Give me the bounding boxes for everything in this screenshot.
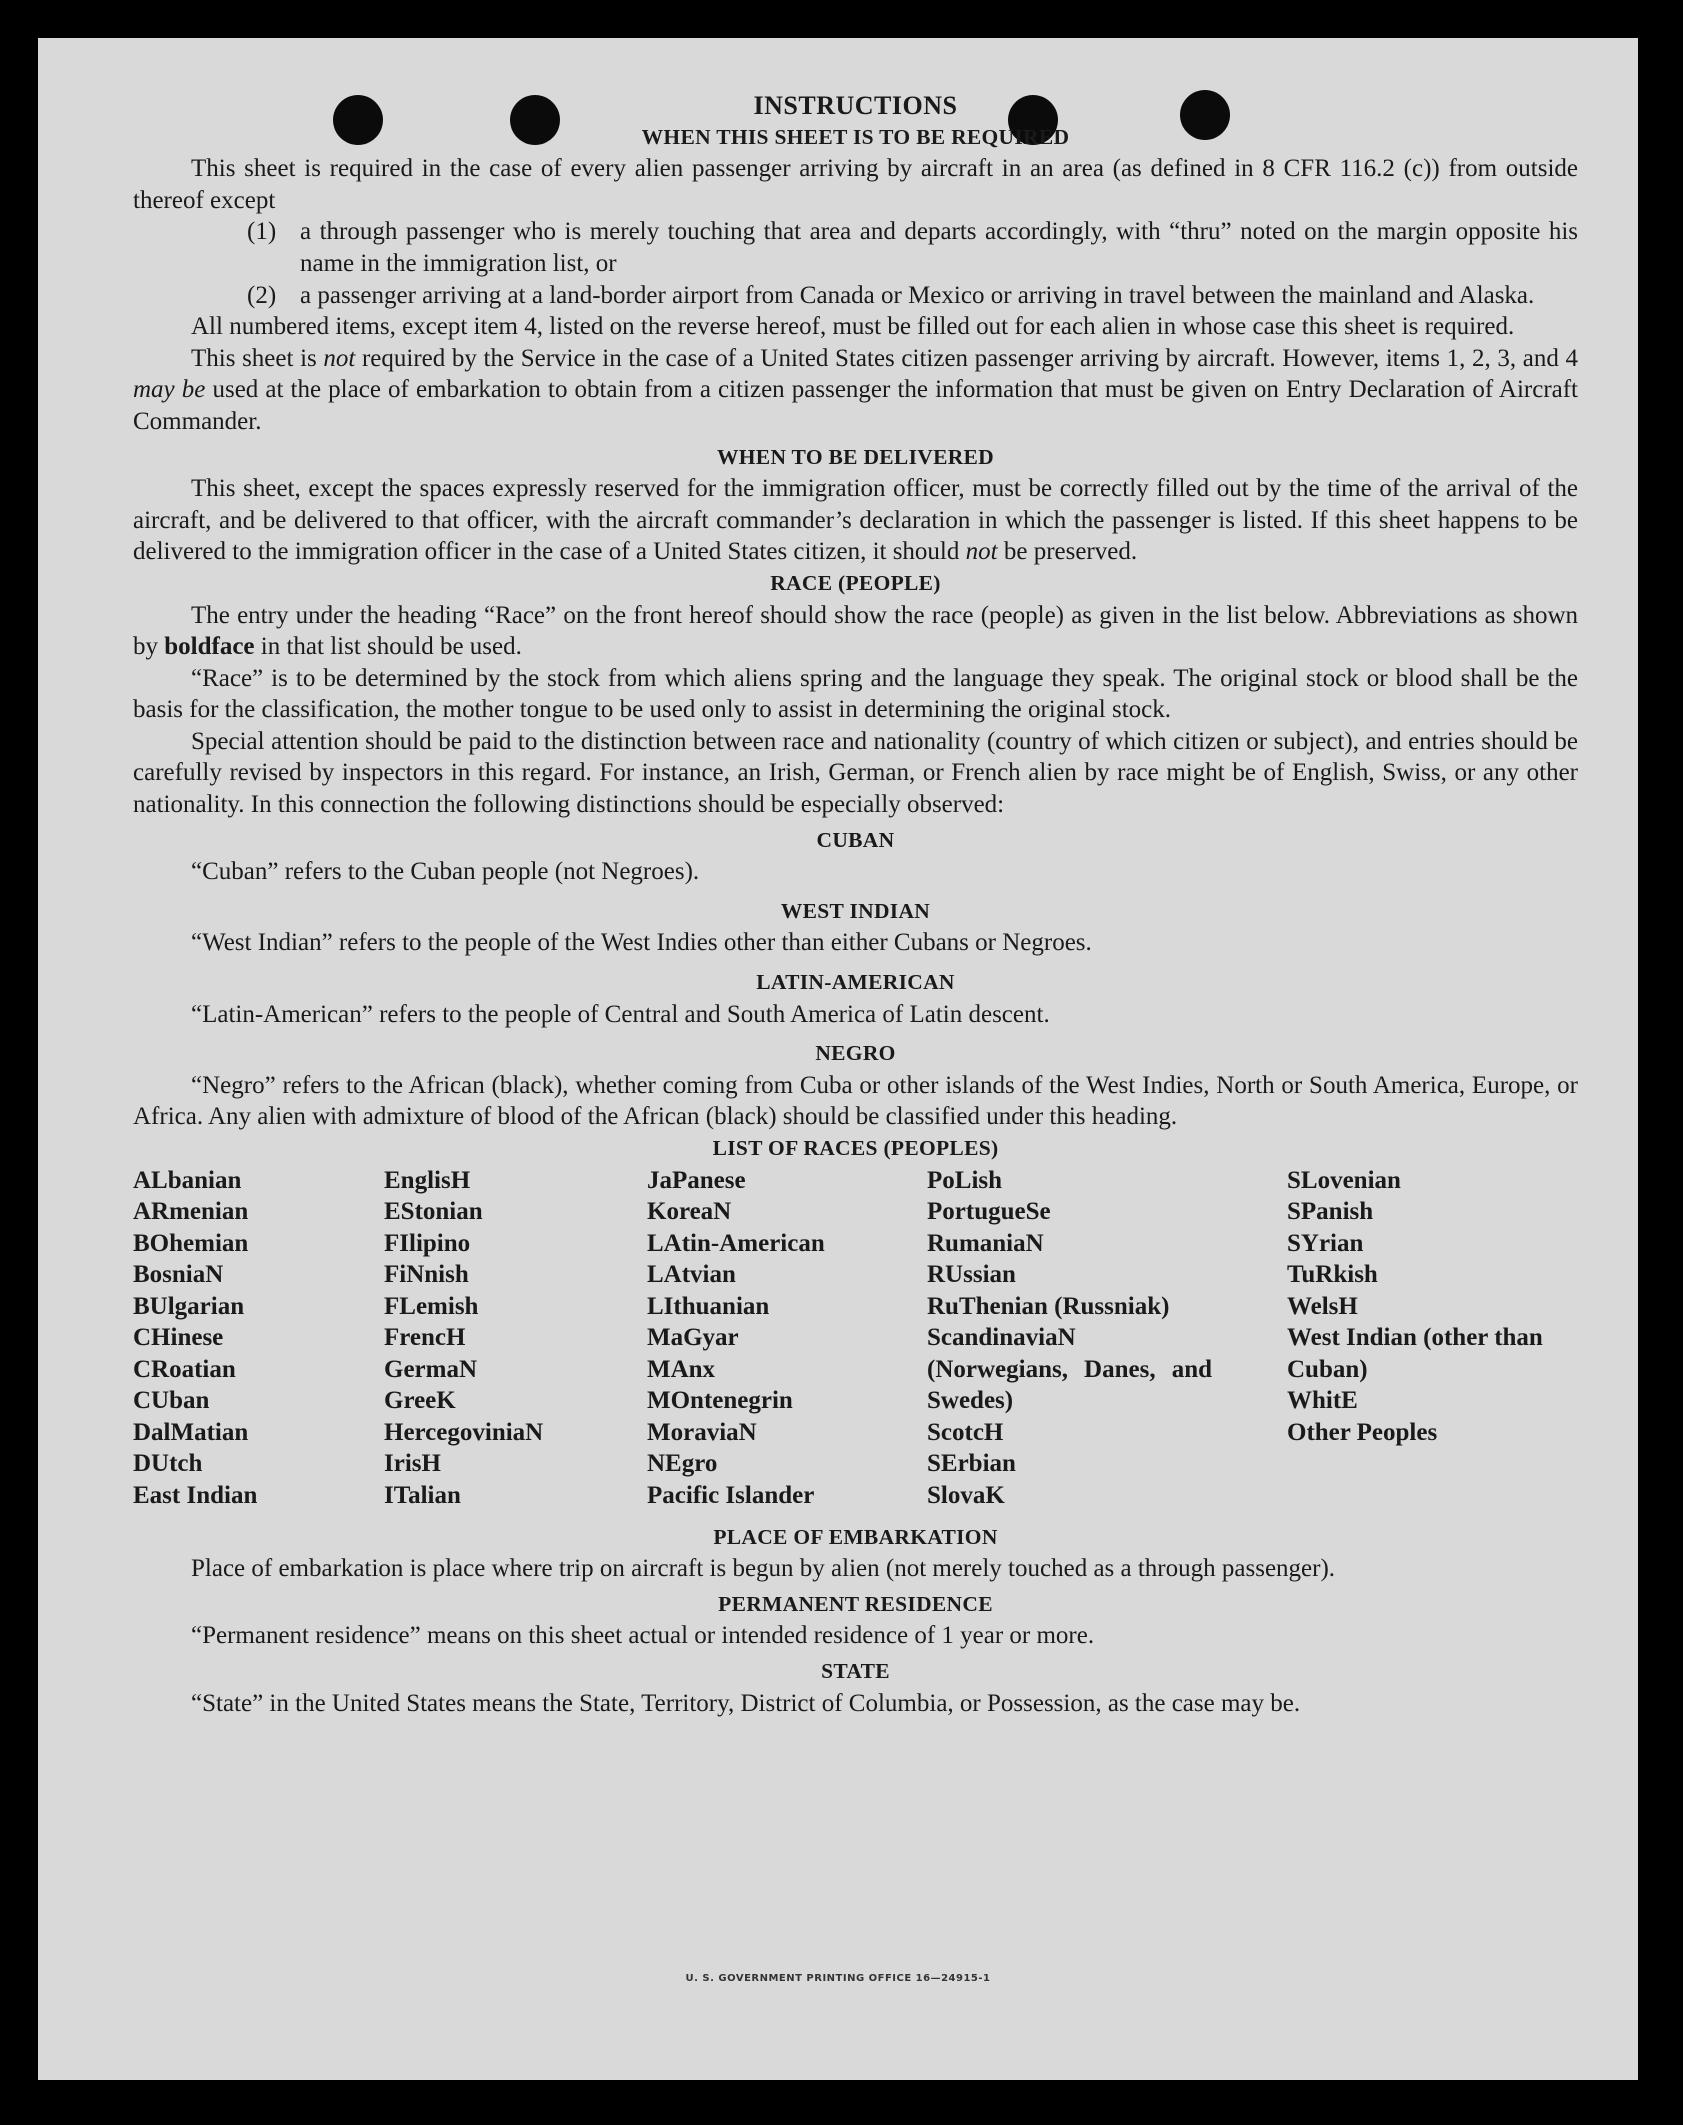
race-item: RumaniaN xyxy=(927,1229,1044,1257)
race-item: SYrian xyxy=(1287,1229,1364,1257)
printer-imprint: U. S. GOVERNMENT PRINTING OFFICE 16—24915-1 xyxy=(685,1973,991,1984)
race-item: Other Peoples xyxy=(1287,1418,1438,1446)
races-column xyxy=(927,1165,1212,1512)
paragraph: This sheet is required in the case of every alien passenger arriving by aircraft in an area (as defined in 8 CFR 116.2 (c)) from outside thereof except xyxy=(133,155,1578,214)
race-item: West Indian (other than Cuban) xyxy=(1287,1324,1543,1383)
races-list xyxy=(133,1165,1578,1522)
section-heading: STATE xyxy=(821,1658,890,1683)
race-item: GermaN xyxy=(384,1355,478,1383)
race-item: HercegoviniaN xyxy=(384,1418,544,1446)
race-item: WhitE xyxy=(1287,1387,1358,1415)
section-heading: PLACE OF EMBARKATION xyxy=(713,1524,998,1549)
paragraph: The entry under the heading “Race” on the front hereof should show the race (people) as given in the list below. Abbreviations as shown by boldface in that list should be used. xyxy=(133,601,1578,661)
race-item: FLemish xyxy=(384,1292,479,1320)
race-item: SLovenian xyxy=(1287,1166,1401,1194)
race-item: SlovaK xyxy=(927,1481,1005,1509)
race-item: MaGyar xyxy=(647,1324,739,1352)
document-sheet xyxy=(38,38,1638,2080)
race-item: FiNnish xyxy=(384,1261,469,1289)
section-heading: WHEN TO BE DELIVERED xyxy=(716,444,995,469)
document-body xyxy=(133,90,1578,1719)
races-column xyxy=(133,1165,353,1512)
race-item: ScandinaviaN (Norwegians, Danes, and Swedes) xyxy=(927,1324,1212,1415)
race-item: JaPanese xyxy=(647,1166,746,1194)
paragraph: “Cuban” refers to the Cuban people (not Negroes). xyxy=(191,858,700,886)
race-item: GreeK xyxy=(384,1387,456,1415)
races-column xyxy=(1287,1165,1547,1449)
race-item: TuRkish xyxy=(1287,1261,1378,1289)
race-item: CUban xyxy=(133,1387,210,1415)
race-item: PoLish xyxy=(927,1166,1003,1194)
race-item: ITalian xyxy=(384,1481,461,1509)
race-item: East Indian xyxy=(133,1481,258,1509)
race-item: MoraviaN xyxy=(647,1418,757,1446)
paragraph: “Negro” refers to the African (black), whether coming from Cuba or other islands of the West Indies, North or South America, Europe, or Africa. Any alien with admixture of blood of the African (black) should be classified under this heading. xyxy=(133,1071,1578,1131)
race-item: DUtch xyxy=(133,1450,203,1478)
paragraph: “Race” is to be determined by the stock from which aliens spring and the language they speak. The original stock or blood shall be the basis for the classification, the mother tongue to be used only to assist in determining the original stock. xyxy=(133,664,1578,724)
race-item: CRoatian xyxy=(133,1355,236,1383)
paragraph: “West Indian” refers to the people of the West Indies other than either Cubans or Negroes. xyxy=(191,929,1092,957)
race-item: CHinese xyxy=(133,1324,224,1352)
section-heading: WEST INDIAN xyxy=(780,898,931,923)
paragraph: Place of embarkation is place where trip on aircraft is begun by alien (not merely touched as a through passenger). xyxy=(191,1555,1336,1583)
section-heading: WHEN THIS SHEET IS TO BE REQUIRED xyxy=(641,124,1070,149)
item-number: (1) xyxy=(247,218,277,246)
race-item: SErbian xyxy=(927,1450,1016,1478)
race-item: IrisH xyxy=(384,1450,441,1478)
race-item: LAtin-American xyxy=(647,1229,825,1257)
paragraph: Special attention should be paid to the distinction between race and nationality (country of which citizen or subject), and entries should be carefully revised by inspectors in this regard. For instance, an Irish, German, or French alien by race might be of English, Swiss, or any other nationality. In this connection the following distinctions should be especially observed: xyxy=(133,727,1578,819)
race-item: RUssian xyxy=(927,1261,1016,1289)
race-item: NEgro xyxy=(647,1450,718,1478)
section-heading: LATIN-AMERICAN xyxy=(756,970,955,995)
section-heading: LIST OF RACES (PEOPLES) xyxy=(712,1136,999,1160)
section-heading: NEGRO xyxy=(815,1041,896,1066)
race-item: MAnx xyxy=(647,1355,716,1383)
race-item: WelsH xyxy=(1287,1292,1358,1320)
numbered-item xyxy=(247,280,1578,312)
race-item: ALbanian xyxy=(133,1166,242,1194)
race-item: MOntenegrin xyxy=(647,1387,793,1415)
races-column xyxy=(647,1165,897,1512)
numbered-item xyxy=(247,216,1578,279)
race-item: ScotcH xyxy=(927,1418,1004,1446)
race-item: BosniaN xyxy=(133,1261,224,1289)
race-item: LIthuanian xyxy=(647,1292,770,1320)
paragraph: “Latin-American” refers to the people of Central and South America of Latin descent. xyxy=(191,1000,1050,1028)
section-heading: CUBAN xyxy=(816,827,895,852)
race-item: EnglisH xyxy=(384,1166,471,1194)
race-item: DalMatian xyxy=(133,1418,249,1446)
race-item: KoreaN xyxy=(647,1198,732,1226)
races-column xyxy=(384,1165,614,1512)
race-item: BUlgarian xyxy=(133,1292,245,1320)
paragraph: “Permanent residence” means on this sheet actual or intended residence of 1 year or more. xyxy=(191,1622,1095,1650)
race-item: FIlipino xyxy=(384,1229,471,1257)
page-title: INSTRUCTIONS xyxy=(753,91,958,120)
section-heading: PERMANENT RESIDENCE xyxy=(718,1591,993,1616)
race-item: EStonian xyxy=(384,1198,483,1226)
race-item: PortugueSe xyxy=(927,1198,1051,1226)
race-item: RuThenian (Russniak) xyxy=(927,1292,1170,1320)
paragraph: “State” in the United States means the State, Territory, District of Columbia, or Possession, as the case may be. xyxy=(191,1689,1301,1717)
section-heading: RACE (PEOPLE) xyxy=(770,570,941,595)
paragraph: This sheet, except the spaces expressly reserved for the immigration officer, must be correctly filled out by the time of the arrival of the aircraft, and be delivered to that officer, with the aircraft commander’s declaration in which the passenger is listed. If this sheet happens to be delivered to the immigration officer in the case of a United States citizen, it should not be preserved. xyxy=(133,475,1578,566)
race-item: LAtvian xyxy=(647,1261,736,1289)
item-number: (2) xyxy=(247,281,277,309)
race-item: Pacific Islander xyxy=(647,1481,815,1509)
item-text: a through passenger who is merely touching that area and departs accordingly, with “thru” noted on the margin opposite his name in the immigration list, or xyxy=(300,218,1578,277)
race-item: ARmenian xyxy=(133,1198,249,1226)
race-item: SPanish xyxy=(1287,1198,1374,1226)
race-item: BOhemian xyxy=(133,1229,249,1257)
item-text: a passenger arriving at a land-border airport from Canada or Mexico or arriving in travel between the mainland and Alaska. xyxy=(300,281,1535,309)
race-item: FrencH xyxy=(384,1324,466,1352)
paragraph: All numbered items, except item 4, listed on the reverse hereof, must be filled out for each alien in whose case this sheet is required. xyxy=(191,313,1515,341)
paragraph: This sheet is not required by the Service in the case of a United States citizen passenger arriving by aircraft. However, items 1, 2, 3, and 4 may be used at the place of embarkation to obtain from a citizen passenger the information that must be given on Entry Declaration of Aircraft Commander. xyxy=(133,344,1579,435)
